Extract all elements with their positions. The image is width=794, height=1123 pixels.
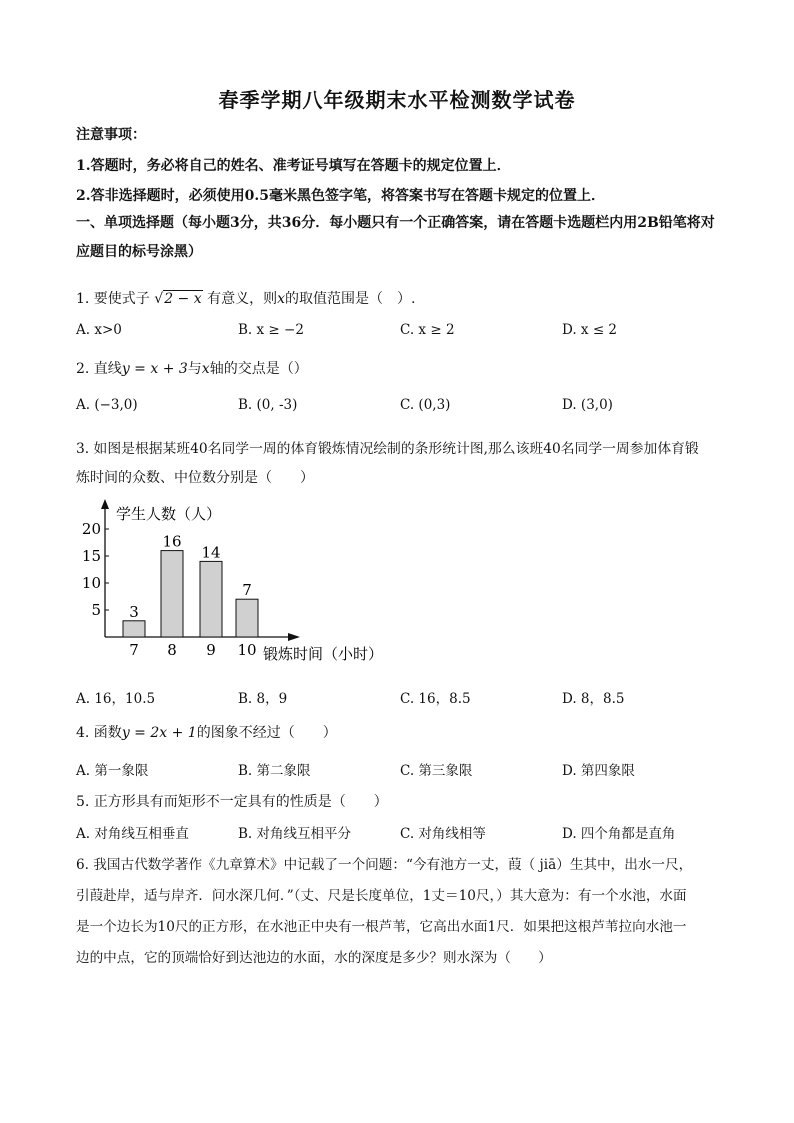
question-5: 5. 正方形具有而矩形不一定具有的性质是（ ） — [76, 794, 388, 810]
question-6-line-2: 引葭赴岸，适与岸齐．问水深几何．”（丈、尺是长度单位，1丈＝10尺，）其大意为：有一个水池，水面 — [76, 888, 687, 904]
notice-item-2: 2.答非选择题时，必须使用0.5毫米黑色签字笔，将答案书写在答题卡规定的位置上． — [76, 188, 605, 204]
q1-suffix: 的取值范围是（ ）. — [284, 291, 416, 307]
y-tick-label: 20 — [81, 520, 101, 538]
q1-radicand: 2 − x — [164, 291, 202, 307]
question-1 — [76, 288, 415, 308]
y-tick-label: 15 — [81, 547, 101, 565]
section-1-heading: 一、单项选择题（每小题3分，共36分．每小题只有一个正确答案，请在答题卡选题栏内用2B铅笔将对应题目的标号涂黑） — [76, 215, 715, 260]
q4-option-b: B. 第二象限 — [238, 763, 311, 779]
q5-option-a: A. 对角线互相垂直 — [76, 826, 189, 842]
x-tick-label: 8 — [167, 641, 177, 659]
question-2 — [76, 358, 308, 378]
q1-option-c: C. x ≥ 2 — [400, 322, 455, 338]
q1-variable: x — [277, 291, 285, 307]
bar-8 — [161, 551, 183, 637]
q5-option-c: C. 对角线相等 — [400, 826, 486, 842]
q2-middle: 与 — [187, 361, 202, 377]
q2-option-d: D. (3,0) — [562, 397, 613, 413]
q2-prefix: 2. 直线 — [76, 361, 122, 377]
q4-option-c: C. 第三象限 — [400, 763, 473, 779]
question-3-line-1: 3. 如图是根据某班40名同学一周的体育锻炼情况绘制的条形统计图,那么该班40名同学一周参加体育锻 — [76, 441, 699, 457]
y-axis-arrow — [101, 499, 109, 509]
question-6-line-4: 边的中点，它的顶端恰好到达池边的水面，水的深度是多少？则水深为（ ） — [76, 950, 552, 966]
q4-equation: y = 2x + 1 — [121, 725, 197, 741]
q2-option-b: B. (0, ‑3) — [238, 397, 298, 413]
q3-option-a: A. 16，10.5 — [76, 691, 156, 707]
q2-option-a: A. (−3,0) — [76, 397, 138, 413]
q1-option-d: D. x ≤ 2 — [562, 322, 618, 338]
x-axis-label: 锻炼时间（小时） — [263, 645, 384, 663]
q2-variable: x — [201, 361, 210, 377]
q3-option-d: D. 8，8.5 — [562, 691, 625, 707]
q1-radical: √2 − x — [154, 291, 202, 307]
bar-value-label: 7 — [242, 581, 252, 600]
q2-option-c: C. (0,3) — [400, 397, 451, 413]
q4-prefix: 4. 函数 — [76, 725, 122, 741]
question-6-line-3: 是一个边长为10尺的正方形，在水池正中央有一根芦苇，它高出水面1尺．如果把这根芦苇拉向水池一 — [76, 919, 687, 935]
exam-title: 春季学期八年级期末水平检测数学试卷 — [218, 88, 576, 112]
question-6-line-1: 6. 我国古代数学著作《九章算术》中记载了一个问题：“今有池方一丈，葭（ jiā）生其中，出水一尺， — [76, 857, 693, 873]
x-tick-label: 10 — [237, 641, 257, 659]
bar-value-label: 16 — [162, 532, 182, 551]
notice-heading: 注意事项： — [76, 127, 146, 143]
q5-option-b: B. 对角线互相平分 — [238, 826, 352, 842]
x-axis-arrow — [288, 633, 300, 641]
x-tick-label: 7 — [129, 641, 139, 659]
x-tick-label: 9 — [206, 641, 216, 659]
q4-option-d: D. 第四象限 — [562, 763, 635, 779]
bar-value-label: 14 — [201, 543, 221, 562]
q3-option-b: B. 8，9 — [238, 691, 288, 707]
q1-option-a: A. x>0 — [76, 322, 122, 338]
y-axis-label: 学生人数（人） — [116, 505, 222, 523]
q3-option-c: C. 16，8.5 — [400, 691, 471, 707]
bar-10 — [236, 599, 258, 637]
bar-7 — [123, 621, 145, 637]
bar-chart — [76, 495, 416, 670]
q2-suffix: 轴的交点是（） — [209, 361, 308, 377]
q4-suffix: 的图象不经过（ ） — [196, 725, 337, 741]
question-4 — [76, 722, 337, 742]
y-tick-label: 5 — [91, 601, 101, 619]
q5-option-d: D. 四个角都是直角 — [562, 826, 676, 842]
question-3-line-2: 炼时间的众数、中位数分别是（ ） — [76, 470, 314, 486]
y-tick-label: 10 — [81, 574, 101, 592]
q1-prefix: 1. 要使式子 — [76, 291, 150, 307]
bar-value-label: 3 — [129, 602, 139, 621]
q4-option-a: A. 第一象限 — [76, 763, 149, 779]
bar-9 — [200, 561, 222, 637]
q1-middle: 有意义，则 — [207, 291, 278, 307]
q2-equation: y = x + 3 — [121, 361, 188, 377]
q1-option-b: B. x ≥ −2 — [238, 322, 304, 338]
notice-item-1: 1.答题时，务必将自己的姓名、准考证号填写在答题卡的规定位置上． — [76, 158, 511, 174]
